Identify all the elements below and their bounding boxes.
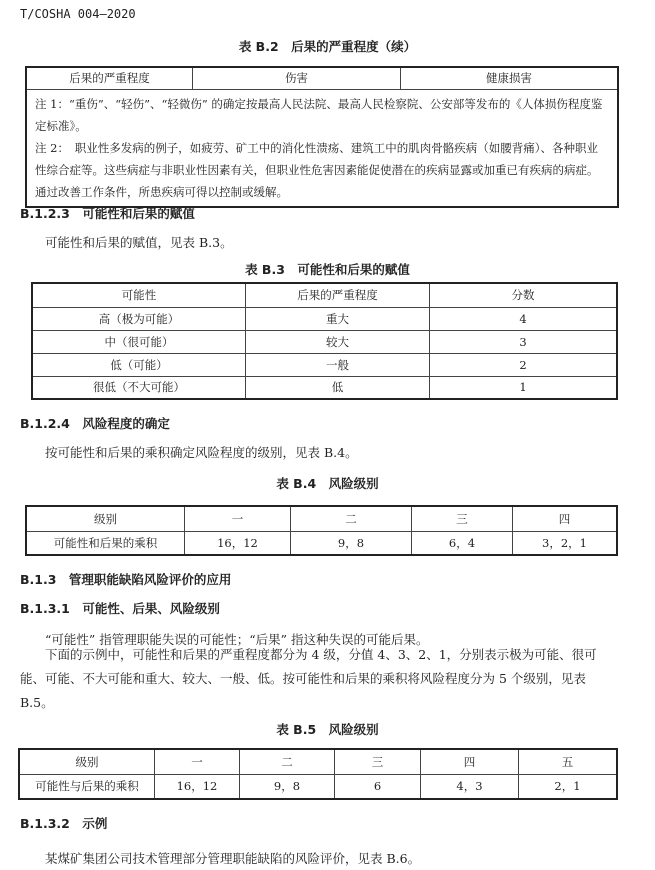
- table-header-cell: 二: [240, 749, 335, 774]
- table-header-cell: 伤害: [193, 67, 401, 89]
- table-header-cell: 可能性: [32, 283, 246, 307]
- section-heading: B.1.3.2 示例: [20, 816, 108, 831]
- section-heading: B.1.2.3 可能性和后果的赋值: [20, 206, 195, 221]
- table-cell: 2，1: [519, 774, 618, 799]
- table-row: [32, 307, 617, 330]
- table-header-cell: 一: [155, 749, 240, 774]
- table-b5: [18, 748, 618, 800]
- table-row: [32, 330, 617, 353]
- table-header-cell: 健康损害: [401, 67, 619, 89]
- table-cell: 9，8: [240, 774, 335, 799]
- table-header-cell: 级别: [26, 506, 185, 531]
- table-b4-caption: 表 B.4 风险级别: [276, 476, 379, 491]
- table-cell: 很低（不大可能）: [32, 376, 246, 399]
- paragraph: 可能性和后果的赋值，见表 B.3。: [45, 235, 233, 250]
- table-cell: 3，2，1: [513, 531, 618, 555]
- table-cell: 低: [246, 376, 430, 399]
- table-b3-caption: 表 B.3 可能性和后果的赋值: [245, 262, 410, 277]
- table-header-cell: 五: [519, 749, 618, 774]
- table-header-cell: 三: [335, 749, 421, 774]
- table-b2: [25, 66, 619, 208]
- table-cell: 4，3: [421, 774, 519, 799]
- table-cell: 1: [430, 376, 618, 399]
- table-b4: [25, 505, 618, 556]
- table-cell: 高（极为可能）: [32, 307, 246, 330]
- table-header-cell: 后果的严重程度: [26, 67, 193, 89]
- table-cell: 16，12: [155, 774, 240, 799]
- table-b2-caption: 表 B.2 后果的严重程度（续）: [238, 39, 417, 54]
- table-row: [32, 376, 617, 399]
- table-header-cell: 四: [513, 506, 618, 531]
- table-header-cell: 后果的严重程度: [246, 283, 430, 307]
- table-header-cell: 四: [421, 749, 519, 774]
- table-cell: 重大: [246, 307, 430, 330]
- table-note-1: 注 1：“重伤”、“轻伤”、“轻微伤” 的确定按最高人民法院、最高人民检察院、公安部等发布的《人体损伤程度鉴定标准》。: [35, 96, 603, 133]
- paragraph: “可能性” 指管理职能失误的可能性；“后果” 指这种失误的可能后果。: [45, 632, 429, 647]
- table-cell: 6，4: [412, 531, 513, 555]
- table-cell: 9，8: [291, 531, 412, 555]
- section-heading: B.1.3 管理职能缺陷风险评价的应用: [20, 572, 232, 587]
- paragraph: 按可能性和后果的乘积确定风险程度的级别，见表 B.4。: [45, 445, 358, 460]
- table-cell: 可能性与后果的乘积: [19, 774, 155, 799]
- table-header-cell: 一: [185, 506, 291, 531]
- section-heading: B.1.2.4 风险程度的确定: [20, 416, 170, 431]
- table-cell: 较大: [246, 330, 430, 353]
- paragraph: 某煤矿集团公司技术管理部分管理职能缺陷的风险评价，见表 B.6。: [45, 851, 421, 866]
- table-row: [26, 531, 617, 555]
- table-cell: 4: [430, 307, 618, 330]
- table-header-cell: 三: [412, 506, 513, 531]
- section-heading: B.1.3.1 可能性、后果、风险级别: [20, 601, 220, 616]
- paragraph: 下面的示例中，可能性和后果的严重程度都分为 4 级，分值 4、3、2、1，分别表示极为可能、很可能、可能、不大可能和重大、较大、一般、低。按可能性和后果的乘积将风险程度分为 5 个级别，见表 B.5。: [20, 647, 597, 710]
- table-cell: 16，12: [185, 531, 291, 555]
- table-note-2: 注 2： 职业性多发病的例子，如疲劳、矿工中的消化性溃疡、建筑工中的肌肉骨骼疾病（如腰背痛）、各种职业性综合症等。这些病症与非职业性因素有关，但职业性危害因素能促使潜在的疾病显露或加重已有疾病的病症。通过改善工作条件，所患疾病可得以控制或缓解。: [35, 140, 599, 199]
- table-row: [32, 353, 617, 376]
- table-cell: 一般: [246, 353, 430, 376]
- table-header-cell: 二: [291, 506, 412, 531]
- table-b5-caption: 表 B.5 风险级别: [276, 722, 379, 737]
- table-cell: 2: [430, 353, 618, 376]
- table-cell: 可能性和后果的乘积: [26, 531, 185, 555]
- table-b3: [31, 282, 618, 400]
- table-row: [19, 774, 617, 799]
- table-cell: 6: [335, 774, 421, 799]
- table-cell: 中（很可能）: [32, 330, 246, 353]
- table-header-cell: 分数: [430, 283, 618, 307]
- table-cell: 3: [430, 330, 618, 353]
- document-header: T/COSHA 004—2020: [20, 7, 136, 21]
- table-header-cell: 级别: [19, 749, 155, 774]
- table-cell: 低（可能）: [32, 353, 246, 376]
